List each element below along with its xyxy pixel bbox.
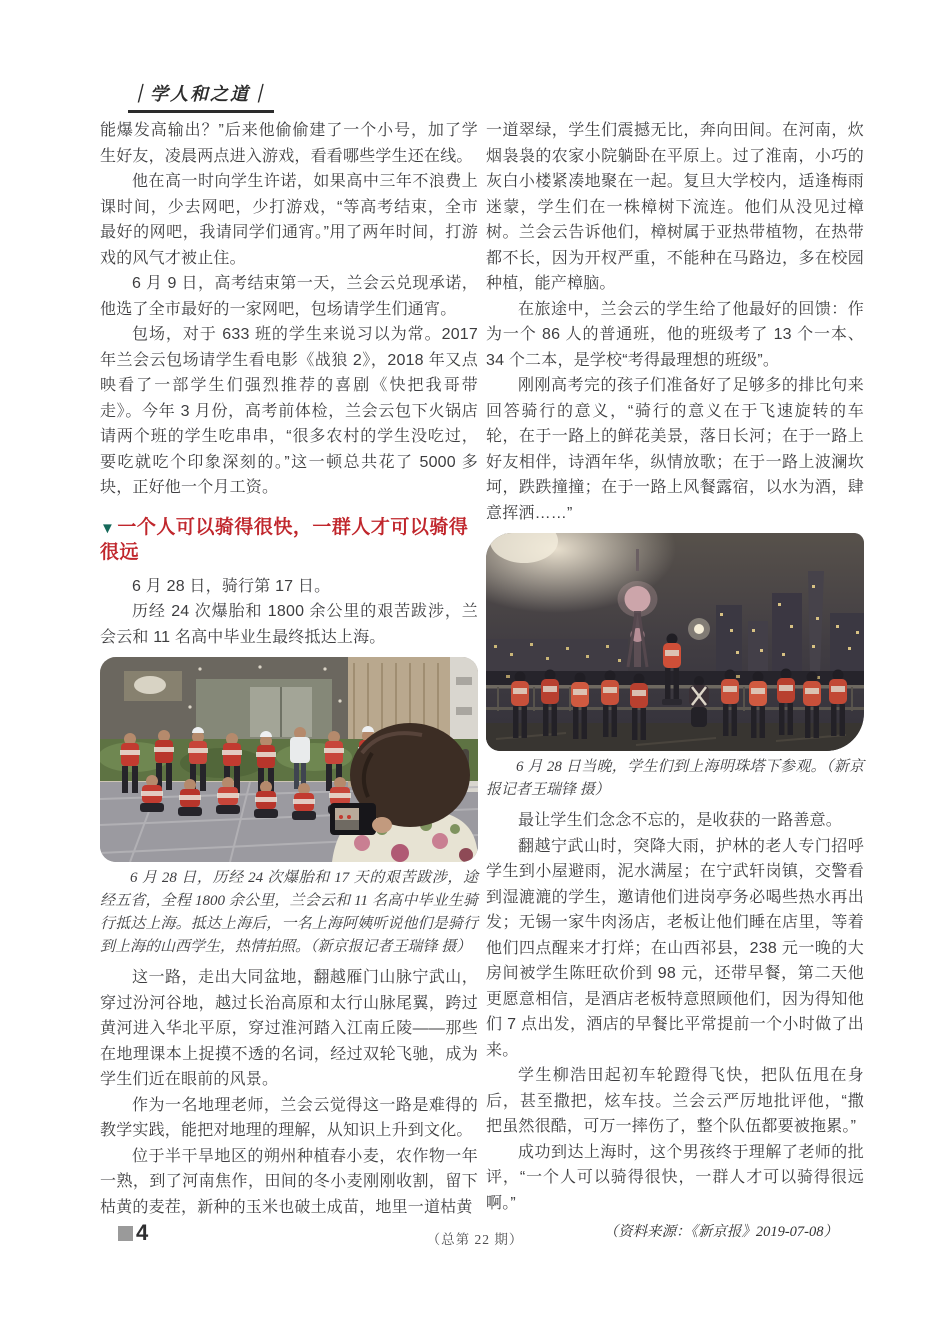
night-photo-illustration <box>486 533 864 751</box>
paragraph: 成功到达上海时，这个男孩终于理解了老师的批评，“一个人可以骑得很快，一群人才可以骑得很远啊。” <box>486 1143 864 1212</box>
paragraph: 一道翠绿，学生们震撼无比，奔向田间。在河南，炊烟袅袅的农家小院躺卧在平原上。过了淮南，小巧的灰白小楼紧凑地聚在一起。复旦大学校内，适逢梅雨迷蒙，学生们在一株樟树下流连。他们从没见过樟树。兰会云告诉他们，樟树属于亚热带植物，在热带都不长，因为开杈严重，不能种在马路边，多在校园种植，能产樟脑。 <box>486 122 864 292</box>
paragraph: 作为一名地理老师，兰会云觉得这一路是难得的教学实践，能把对地理的理解，从知识上升到文化。 <box>100 1096 478 1139</box>
paragraph: 6 月 28 日，骑行第 17 日。 <box>132 577 331 595</box>
paragraph: 刚刚高考完的孩子们准备好了足够多的排比句来回答骑行的意义，“骑行的意义在于飞速旋转的车轮，在于一路上的鲜花美景，落日长河；在于一路上好友相伴，诗酒年华，纵情放歌；在于一路上波澜坎坷，跌跌撞撞；在于一路上风餐露宿，以水为酒，肆意挥洒……” <box>486 377 864 522</box>
photo-caption: 6 月 28 日，历经 24 次爆胎和 17 天的艰苦跋涉，途经五省，全程 1800 余公里，兰会云和 11 名高中毕业生骑行抵达上海。抵达上海后，一名上海阿姨听说他们是骑行到上海的山西学生，热情拍照。（新京报记者王瑞锋 摄） <box>100 870 478 955</box>
section-heading-text: 一个人可以骑得很快，一群人才可以骑得很远 <box>100 516 469 563</box>
section-heading <box>100 516 478 565</box>
night-skyline-photo <box>486 533 864 751</box>
paragraph: 能爆发高输出？”后来他偷偷建了一个小号，加了学生好友，凌晨两点进入游戏，看看哪些学生还在线。 <box>100 122 478 165</box>
cyclists-photo-illustration <box>100 657 478 862</box>
paragraph: 学生柳浩田起初车轮蹬得飞快，把队伍甩在身后，甚至撒把，炫车技。兰会云严厉地批评他，“撒把虽然很酷，可万一摔伤了，整个队伍都要被拖累。” <box>486 1067 864 1135</box>
paragraph: 位于半干旱地区的朔州种植春小麦，农作物一年一熟，到了河南焦作，田间的冬小麦刚刚收割，留下枯黄的麦茬，新种的玉米也破土成苗，地里一道枯黄 <box>100 1147 478 1216</box>
two-column-body <box>100 118 864 1241</box>
left-column <box>100 118 478 1241</box>
paragraph: 最让学生们念念不忘的，是收获的一路善意。 <box>518 812 843 829</box>
right-column <box>486 118 864 1241</box>
paragraph: 他在高一时向学生许诺，如果高中三年不浪费上课时间，少去网吧，少打游戏，“等高考结束，全市最好的网吧，我请同学们通宵。”用了两年时间，打游戏的风气才被止住。 <box>100 173 478 267</box>
page-header <box>128 80 274 113</box>
source-attribution: （资料来源：《新京报》2019-07-08） <box>603 1224 838 1240</box>
paragraph: 在旅途中，兰会云的学生给了他最好的回馈：作为一个 86 人的普通班，他的班级考了 13 个一本、34 个二本，是学校“考得最理想的班级”。 <box>486 300 864 369</box>
issue-number: （总第 22 期） <box>426 1232 524 1247</box>
paragraph: 6 月 9 日，高考结束第一天，兰会云兑现承诺，他选了全市最好的一家网吧，包场请学生们通宵。 <box>100 275 478 318</box>
column-masthead: ｜学人和之道｜ <box>128 80 274 113</box>
page-footer <box>0 1222 950 1256</box>
paragraph: 翻越宁武山时，突降大雨，护林的老人专门招呼学生到小屋避雨，泥水满屋；在宁武轩岗镇，交警看到湿漉漉的学生，邀请他们进岗亭务必喝些热水再出发；无锡一家牛肉汤店，老板让他们睡在店里，等着他们四点醒来才打烊；在山西祁县，238 元一晚的大房间被学生陈旺砍价到 98 元，还带早餐，第二天他更愿意相信，是酒店老板特意照顾他们，因为得知他们 7 点出发，酒店的早餐比平常提前一个小时做了出来。 <box>486 837 864 1059</box>
paragraph: 这一路，走出大同盆地，翻越雁门山脉宁武山，穿过汾河谷地，越过长治高原和太行山脉尾翼，跨过黄河进入华北平原，穿过淮河踏入江南丘陵——那些在地理课本上捉摸不透的名词，经过双轮飞驰，成为学生们近在眼前的风景。 <box>100 969 478 1088</box>
paragraph: 包场，对于 633 班的学生来说习以为常。2017 年兰会云包场请学生看电影《战狼 2》，2018 年又点映看了一部学生们强烈推荐的喜剧《快把我哥带走》。今年 3 月份，高考前体检，兰会云包下火锅店请两个班的学生吃串串，“很多农村的学生没吃过，要吃就吃个印象深刻的。”这一顿总共花了 5000 多块，正好他一个月工资。 <box>100 326 478 496</box>
cyclists-group-photo <box>100 657 478 862</box>
photo-caption: 6 月 28 日当晚，学生们到上海明珠塔下参观。（新京报记者王瑞锋 摄） <box>486 759 864 798</box>
paragraph: 历经 24 次爆胎和 1800 余公里的艰苦跋涉，兰会云和 11 名高中毕业生最终抵达上海。 <box>100 603 478 646</box>
page-number: 4 <box>136 1220 149 1245</box>
triangle-marker-icon: ▼ <box>100 519 116 537</box>
